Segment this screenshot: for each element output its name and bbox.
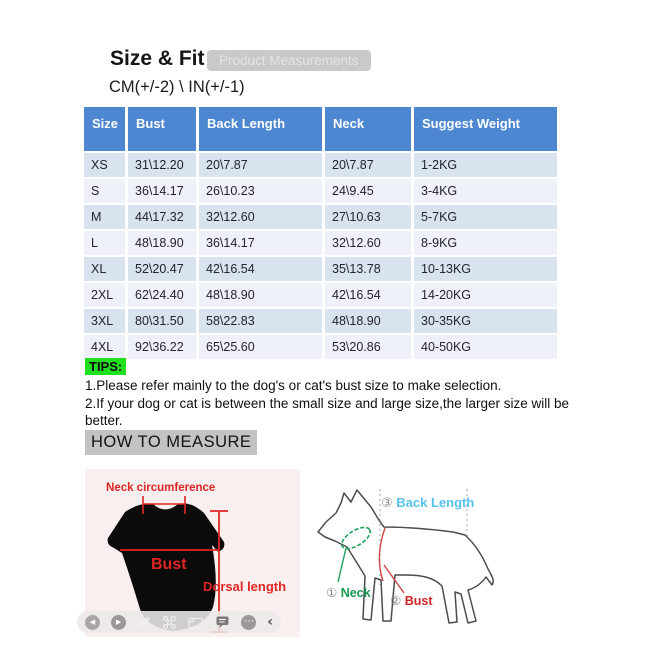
page-title: Size & Fit [110,47,205,70]
cell-size: S [84,179,125,203]
tip-item-1: 1.Please refer mainly to the dog's or cat's bust size to make selection. [85,378,502,393]
tips-text [85,377,574,430]
cell-neck: 35\13.78 [325,257,411,281]
cell-size: 2XL [84,283,125,307]
neck-pointer-line [338,548,346,582]
column-header-suggest-weight: Suggest Weight [414,107,557,151]
cell-size: M [84,205,125,229]
neck-band-ellipse [338,523,373,553]
cell-size: XL [84,257,125,281]
cell-neck: 24\9.45 [325,179,411,203]
cell-weight: 14-20KG [414,283,557,307]
how-to-measure-heading: HOW TO MEASURE [85,430,257,455]
column-header-neck: Neck [325,107,411,151]
tip-item-2: 2.If your dog or cat is between the small size and large size,the larger size will be better. [85,395,569,428]
cell-back-length: 58\22.83 [199,309,322,333]
media-toolbar [77,611,281,633]
dog-measure-illustration [305,475,573,635]
cell-neck: 32\12.60 [325,231,411,255]
cell-back-length: 42\16.54 [199,257,322,281]
cell-bust: 36\14.17 [128,179,196,203]
cell-weight: 8-9KG [414,231,557,255]
card-icon[interactable] [188,616,204,629]
product-measurements-button[interactable]: Product Measurements [207,50,371,71]
neck-number-badge: ① [326,586,338,600]
tips-label: TIPS: [85,358,126,375]
cell-bust: 31\12.20 [128,153,196,177]
size-table [84,107,557,359]
unit-tolerance-note: CM(+/-2) \ IN(+/-1) [109,78,245,96]
more-icon[interactable]: ⋯ [241,615,256,630]
dorsal-length-label: Dorsal length [203,579,287,594]
back-length-number-badge: ③ [381,495,393,510]
cell-neck: 53\20.86 [325,335,411,359]
cell-bust: 52\20.47 [128,257,196,281]
edit-icon[interactable] [137,615,151,629]
cell-size: 3XL [84,309,125,333]
effects-icon[interactable] [162,615,177,630]
cell-back-length: 48\18.90 [199,283,322,307]
neck-circumference-label: Neck circumference [106,482,216,494]
dog-bust-label: ② Bust [390,594,433,608]
cell-bust: 92\36.22 [128,335,196,359]
cell-neck: 48\18.90 [325,309,411,333]
bust-number-badge: ② [390,594,402,608]
cell-bust: 62\24.40 [128,283,196,307]
collapse-icon[interactable]: ‹ [267,614,273,630]
cell-bust: 80\31.50 [128,309,196,333]
cell-neck: 20\7.87 [325,153,411,177]
comment-icon[interactable] [215,615,230,629]
cell-bust: 44\17.32 [128,205,196,229]
dog-neck-label: ① Neck [326,586,371,600]
dog-back-length-label: ③ Back Length [381,495,475,510]
bust-label: Bust [151,556,187,573]
cell-back-length: 20\7.87 [199,153,322,177]
column-header-bust: Bust [128,107,196,151]
cell-back-length: 32\12.60 [199,205,322,229]
cell-size: 4XL [84,335,125,359]
cell-weight: 30-35KG [414,309,557,333]
cell-weight: 1-2KG [414,153,557,177]
cell-weight: 5-7KG [414,205,557,229]
cell-back-length: 36\14.17 [199,231,322,255]
column-header-size: Size [84,107,125,151]
cell-back-length: 26\10.23 [199,179,322,203]
cell-weight: 3-4KG [414,179,557,203]
cell-neck: 27\10.63 [325,205,411,229]
cell-weight: 10-13KG [414,257,557,281]
cell-size: XS [84,153,125,177]
cell-back-length: 65\25.60 [199,335,322,359]
cell-weight: 40-50KG [414,335,557,359]
cell-neck: 42\16.54 [325,283,411,307]
column-header-back-length: Back Length [199,107,322,151]
cell-size: L [84,231,125,255]
back-icon[interactable]: ◀ [85,615,100,630]
cell-bust: 48\18.90 [128,231,196,255]
play-icon[interactable]: ▶ [111,615,126,630]
